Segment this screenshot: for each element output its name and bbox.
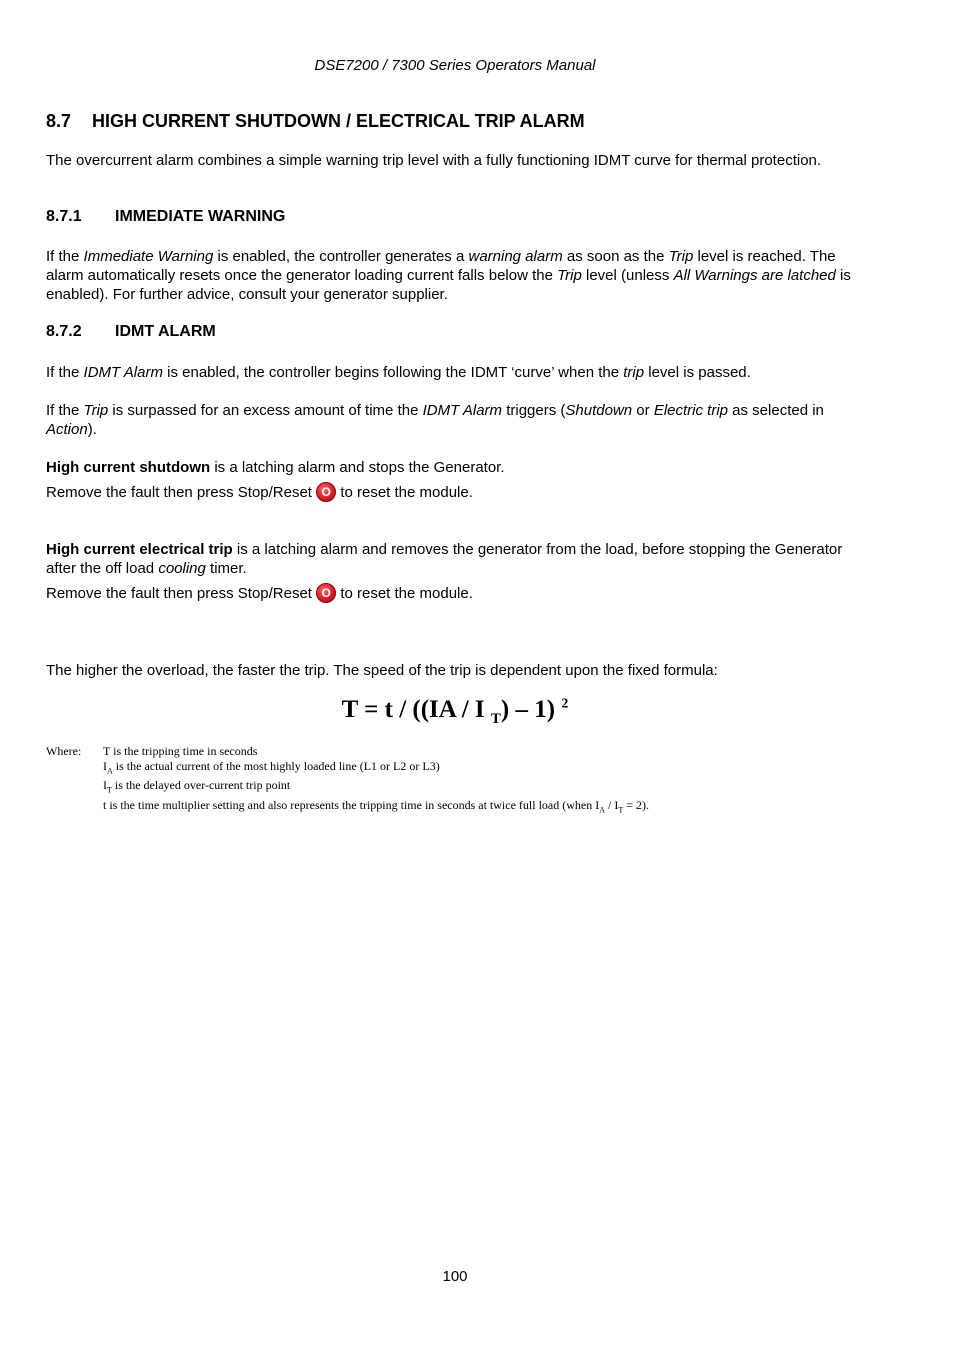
text-run: If the	[46, 248, 84, 265]
text-run-italic: Trip	[83, 402, 109, 419]
formula-text: T = t / ((IA / I	[341, 696, 491, 723]
text-run-subscript: T	[618, 805, 624, 815]
text-run-italic: Immediate Warning	[83, 248, 214, 265]
text-run: is a latching alarm and removes the generator from the load, before stopping the Generator after the off load	[46, 541, 843, 577]
text-run: or	[632, 402, 654, 419]
idmt-formula	[0, 696, 910, 728]
text-run-subscript: A	[107, 766, 113, 776]
text-run-italic: All Warnings are latched	[673, 267, 836, 284]
idmt-paragraph-1	[46, 363, 876, 382]
text-run: ).	[87, 421, 97, 438]
subsection-heading-immediate-warning	[46, 208, 285, 226]
remove-fault-line-2	[46, 583, 876, 603]
page-number: 100	[442, 1268, 468, 1285]
formula-exponent: 2	[561, 696, 569, 712]
text-run: as selected in	[728, 402, 824, 419]
text-run: / I	[605, 797, 619, 812]
subsection-number: 8.7.1	[46, 208, 82, 225]
text-run: is enabled). For further advice, consult your generator supplier.	[46, 267, 851, 303]
text-run: = 2).	[623, 797, 649, 812]
text-run-bold: High current electrical trip	[46, 541, 233, 558]
overload-paragraph: The higher the overload, the faster the trip. The speed of the trip is dependent upon the fixed formula:	[46, 662, 718, 679]
text-run: triggers (	[502, 402, 566, 419]
formula-text: ) – 1)	[500, 696, 562, 723]
text-run-italic: Trip	[557, 267, 582, 284]
text-run: level is passed.	[644, 364, 751, 381]
shutdown-paragraph	[46, 458, 876, 477]
text-run: If the	[46, 402, 84, 419]
legend-line	[103, 759, 803, 778]
formula-subscript: T	[490, 711, 501, 727]
text-run: I	[103, 759, 107, 773]
subsection-number: 8.7.2	[46, 323, 82, 340]
text-run: is a latching alarm and stops the Generator.	[210, 459, 505, 476]
text-run-italic: cooling	[158, 560, 206, 577]
text-run: If the	[46, 364, 84, 381]
text-run: level (unless	[581, 267, 674, 284]
idmt-paragraph-2	[46, 401, 876, 439]
text-run: as soon as the	[562, 248, 669, 265]
text-run: Remove the fault then press Stop/Reset	[46, 484, 317, 501]
text-run-italic: Trip	[668, 248, 694, 265]
legend-line	[103, 778, 803, 797]
text-run-subscript: A	[599, 805, 605, 815]
section-number: 8.7	[46, 111, 72, 131]
text-run: is enabled, the controller begins following the IDMT ‘curve’ when the	[162, 364, 624, 381]
text-run: t is the time multiplier setting and also represents the tripping time in seconds at twice full load (when I	[103, 797, 600, 812]
legend-line: T is the tripping time in seconds	[103, 744, 258, 758]
subsection-title: IDMT ALARM	[115, 323, 216, 340]
remove-fault-line-1	[46, 482, 876, 502]
section-title: HIGH CURRENT SHUTDOWN / ELECTRICAL TRIP ALARM	[92, 111, 585, 131]
text-run-italic: IDMT Alarm	[83, 364, 163, 381]
immediate-warning-paragraph	[46, 247, 876, 304]
text-run: is enabled, the controller generates a	[213, 248, 469, 265]
text-run-bold: High current shutdown	[46, 459, 211, 476]
text-run: Remove the fault then press Stop/Reset	[46, 585, 317, 602]
text-run: is the actual current of the most highly loaded line (L1 or L2 or L3)	[112, 759, 440, 773]
text-run: is surpassed for an excess amount of time the	[108, 402, 423, 419]
text-run-subscript: T	[107, 785, 112, 795]
stop-reset-button-icon: O	[316, 583, 336, 603]
text-run: to reset the module.	[336, 484, 473, 501]
text-run: timer.	[205, 560, 247, 577]
text-run: level is reached. The alarm automatically resets once the generator loading current falls below the	[46, 248, 836, 284]
intro-paragraph: The overcurrent alarm combines a simple warning trip level with a fully functioning IDMT curve for thermal protection.	[46, 152, 822, 169]
text-run-italic: IDMT Alarm	[422, 402, 503, 419]
where-label: Where:	[46, 744, 82, 758]
text-run-italic: Action	[46, 421, 88, 438]
legend-line	[103, 798, 803, 817]
electrical-trip-paragraph	[46, 540, 876, 578]
text-run: to reset the module.	[336, 585, 473, 602]
page-header: DSE7200 / 7300 Series Operators Manual	[314, 57, 596, 74]
text-run-italic: warning alarm	[468, 248, 563, 265]
stop-reset-button-icon: O	[316, 482, 336, 502]
section-heading	[46, 111, 585, 132]
subsection-heading-idmt-alarm	[46, 323, 216, 341]
text-run-italic: Shutdown	[565, 402, 633, 419]
text-run: I	[103, 778, 107, 793]
text-run-italic: Electric trip	[653, 402, 728, 419]
text-run-italic: trip	[623, 364, 645, 381]
subsection-title: IMMEDIATE WARNING	[115, 208, 286, 225]
text-run: is the delayed over-current trip point	[111, 778, 291, 793]
